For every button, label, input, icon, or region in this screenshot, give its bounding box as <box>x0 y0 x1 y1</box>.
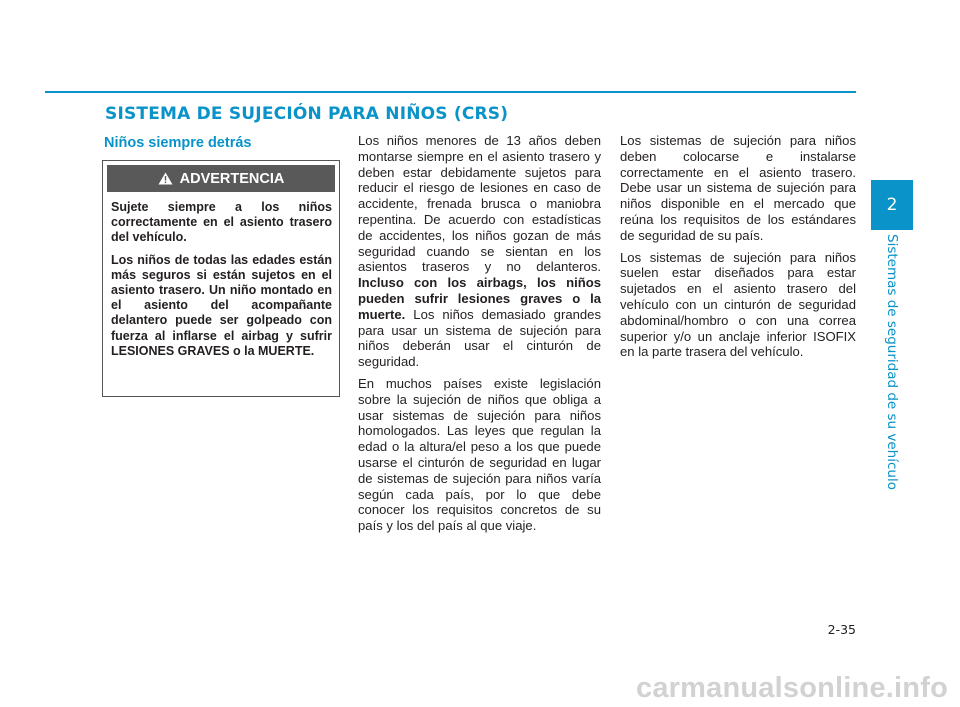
warning-triangle-icon <box>158 172 173 185</box>
middle-paragraph-1 <box>358 133 601 370</box>
middle-column <box>358 133 601 540</box>
right-paragraph-2: Los sistemas de sujeción para niños suelen estar diseñados para estar sujetados en el asiento trasero del vehículo con un cinturón de seguridad abdominal/hombro o con una correa superior y/o un anclaje inferior ISOFIX en la parte trasera del vehículo. <box>620 249 856 360</box>
warning-paragraph: Sujete siempre a los niños correctamente en el asiento trasero del vehículo. <box>111 200 332 245</box>
page-number: 2-35 <box>827 622 856 637</box>
middle-paragraph-2: En muchos países existe legislación sobre la sujeción de niños que obliga a usar sistemas de sujeción para niños homologados. Las leyes que regulan la edad o la altura/el peso a los que puede usarse el cinturón de seguridad en lugar de sistemas de sujeción para niños varía según cada país, por lo que debe conocer los requisitos concretos de su país y los del país al que viaje. <box>358 375 601 534</box>
warning-body <box>103 192 339 359</box>
warning-box <box>102 160 340 397</box>
middle-paragraph-1-continuation: Los niños demasiado grandes para usar un sistema de sujeción para niños deberán usar el cinturón de seguridad. <box>358 306 602 370</box>
middle-paragraph-1-text: Los niños menores de 13 años deben montarse siempre en el asiento trasero y deben estar debidamente sujetos para reducir el riesgo de lesiones en caso de accidente, frenada brusca o maniobra repentina. De acuerdo con estadísticas de accidentes, los niños gozan de más seguridad cuando se sientan en los asientos traseros y no delanteros. <box>358 133 601 275</box>
chapter-number-tab <box>871 180 913 230</box>
warning-header <box>107 165 335 192</box>
chapter-title: Sistemas de seguridad de su vehículo <box>884 234 900 490</box>
right-paragraph-1: Los sistemas de sujeción para niños deben colocarse e instalarse correctamente en el asiento trasero. Debe usar un sistema de sujeción para niños disponible en el mercado que reúna los requisitos de los estándares de seguridad de su país. <box>620 133 856 243</box>
top-rule <box>45 91 856 93</box>
warning-title: ADVERTENCIA <box>179 170 285 187</box>
watermark: carmanualsonline.info <box>636 672 948 704</box>
chapter-number: 2 <box>886 195 898 215</box>
right-column <box>620 133 856 366</box>
middle-paragraph-1-emphasis: Incluso con los airbags, los niños pueden sufrir lesiones graves o la muerte. <box>358 275 601 322</box>
chapter-side-label <box>883 230 901 490</box>
section-title: SISTEMA DE SUJECIÓN PARA NIÑOS (CRS) <box>105 104 509 124</box>
subheading: Niños siempre detrás <box>104 135 252 151</box>
warning-paragraph: Los niños de todas las edades están más seguros si están sujetos en el asiento trasero. Un niño montado en el asiento del acompañante delantero puede ser golpeado con fuerza al inflarse el airbag y sufrir LESIONES GRAVES o la MUERTE. <box>111 252 332 358</box>
